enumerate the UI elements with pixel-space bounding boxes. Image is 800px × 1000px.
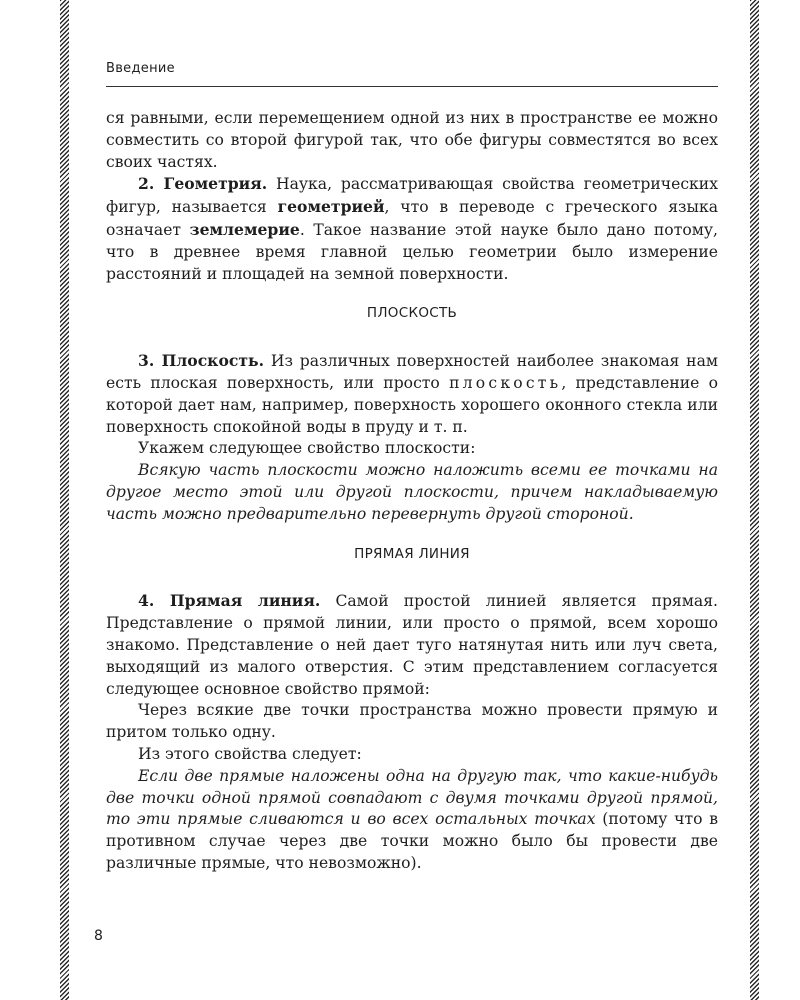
item-heading: 4. Прямая линия.: [138, 591, 321, 611]
term-land-surveying: землемерие: [189, 219, 300, 239]
item-heading: 2. Геометрия.: [138, 174, 268, 194]
item-heading: 3. Плоскость.: [138, 351, 265, 371]
page-body: [106, 108, 718, 875]
header-rule: [106, 86, 718, 87]
paragraph-consequence-intro: Из этого свойства следует:: [138, 744, 362, 763]
running-head: Введение: [106, 61, 175, 76]
paragraph-consequence: Если две прямые наложены одна на другую так, что какие-нибудь две точки одной прямой совпадают с двумя точками другой прямой, то эти прямые сливаются и во всех остальных точках (потому что в противном случае через две точки можно было бы провести две различные прямые, что невозможно).: [106, 766, 718, 872]
term-geometry: геометрией: [277, 197, 385, 217]
paragraph-plane: 3. Плоскость. Из различных поверхностей наиболее знакомая нам есть плоская поверхность, или просто плоскость, представление о которой дает нам, например, поверхность хорошего оконного стекла или поверхность спокойной воды в пруду и т. п.: [106, 351, 719, 436]
left-hatched-margin: [60, 0, 69, 1000]
section-heading-line: ПРЯМАЯ ЛИНИЯ: [354, 545, 470, 562]
paragraph-plane-property: Всякую часть плоскости можно наложить всеми ее точками на другое место этой или другой плоскости, причем накладываемую часть можно предварительно перевернуть другой стороной.: [106, 461, 718, 523]
paragraph-continuation: ся равными, если перемещением одной из них в пространстве ее можно совместить со второй фигурой так, что обе фигуры совместятся во всех своих частях.: [106, 109, 718, 171]
paragraph-property-intro: Укажем следующее свойство плоскости:: [138, 439, 476, 458]
paragraph-line: 4. Прямая линия. Самой простой линией является прямая. Представление о прямой линии, или просто о прямой, всем хорошо знакомо. Представление о ней дает туго натянутая нить или луч света, выходящий из малого отверстия. С этим представлением согласуется следующее основное свойство прямой:: [106, 591, 718, 698]
right-hatched-margin: [750, 0, 759, 1000]
paragraph-line-axiom: Через всякие две точки пространства можно провести прямую и притом только одну.: [106, 701, 718, 742]
paragraph-geometry: 2. Геометрия. Наука, рассматривающая свойства геометрических фигур, называется геометрией, что в переводе с греческого языка означает землемерие. Такое название этой науке было дано потому, что в древнее время главной целью геометрии было измерение расстояний и площадей на земной поверхности.: [106, 174, 718, 283]
page-number: 8: [94, 928, 103, 944]
spaced-term: плоскость: [449, 373, 562, 392]
section-heading-plane: ПЛОСКОСТЬ: [366, 305, 458, 322]
